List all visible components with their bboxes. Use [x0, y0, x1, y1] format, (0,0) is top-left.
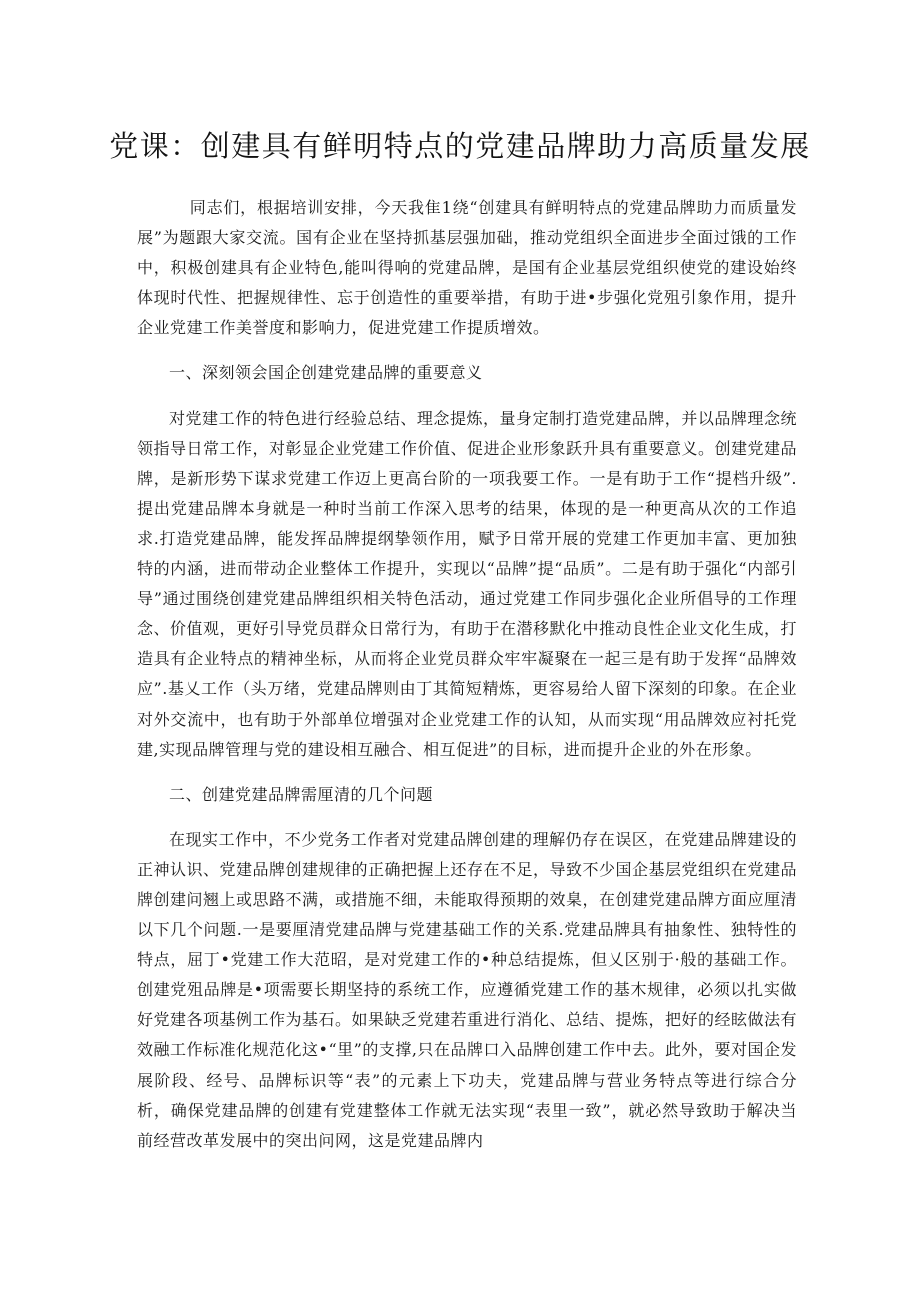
section-heading-1: 一、深刻领会国企创建党建品牌的重要意义: [169, 363, 483, 383]
section-paragraph-2: 在现实工作中，不少党务工作者对党建品牌创建的理解仍存在误区，在党建品牌建设的正神认识、党建品牌创建规律的正确把握上还存在不足，导致不少国企基层党组织在党建品牌创建问翘上或思路不满，或措施不细，未能取得预期的效臬，在创建党建品牌方面应厘清以下几个问题.一是要厘清党建品牌与党建基础工作的关系.党建品牌具有抽象性、独特性的特点，屈丁•党建工作大范昭，是对党建工作的•种总结提炼，但乂区别于·般的基础工作。创建党殂品牌是•项需要长期坚持的系统工作，应遵循党建工作的基木规律，必须以扎实做好党建各项基例工作为基石。如果缺乏党建若重进行消化、总结、提炼，把好的经眩做法有效融工作标准化规范化这•“里”的支撑,只在品牌口入品牌创建工作中去。此外，要对国企发展阶段、经号、品牌标识等“表”的元素上下功夫，党建品牌与营业务特点等进行综合分析，确保党建品牌的创建有党建整体工作就无法实现“表里一致”，就必然导致助于解决当前经营改革发展中的突出问网，这是党建品牌内: [137, 829, 798, 1150]
section-paragraph-1: 对党建工作的特色进行经验总结、理念提炼，量身定制打造党建品牌，并以品牌理念统领指导日常工作，对彰显企业党建工作价值、促进企业形象跃升具有重要意义。创建党建品牌，是新形势下谋求党建工作迈上更高台阶的一项我要工作。一是有助于工作“提档升级”.提出党建品牌本身就是一种时当前工作深入思考的结果，体现的是一种更高从次的工作追求.打造党建品牌，能发挥品牌提纲挚领作用，赋予日常开展的党建工作更加丰富、更加独特的内涵，进而带动企业整体工作提升，实现以“品牌”提“品质”。二是有助于强化“内部引导”通过围绕创建党建品牌组织相关特色活动，通过党建工作同步强化企业所倡导的工作理念、价值观，更好引导党员群众日常行为，有助于在潜移默化中推动良性企业文化生成，打造具有企业特点的精神坐标，从而将企业党员群众牢牢凝聚在一起三是有助于发挥“品牌效应”.基乂工作（头万绪，党建品牌则由丁其简短精炼，更容易给人留下深刻的印象。在企业对外交流中，也有助于外部单位增强对企业党建工作的认知，从而实现“用品牌效应衬托党建,实现品牌管理与党的建设相互融合、相互促进”的目标，进而提升企业的外在形象。: [137, 408, 798, 759]
document-body: [137, 193, 797, 1171]
intro-paragraph: 同志们，根据培训安排，今天我隹1绕“创建具有鲜明特点的党建品牌助力而质量发展”为题跟大家交流。国有企业在坚持抓基层强加础，推动党组织全面进步全面过饿的工作中，积极创建具有企业特色,能叫得响的党建品牌，是国有企业基层党组织使党的建设始终体现时代性、把握规律性、忘于创造性的重要举措，有助于进•步强化党殂引象作用，提升企业党建工作美誉度和影响力，促进党建工作提质增效。: [137, 198, 797, 338]
section-heading-2: 二、创建党建品牌需厘清的几个问题: [169, 784, 434, 804]
document-title: 党课：创建具有鲜明特点的党建品牌助力高质量发展: [109, 129, 811, 163]
